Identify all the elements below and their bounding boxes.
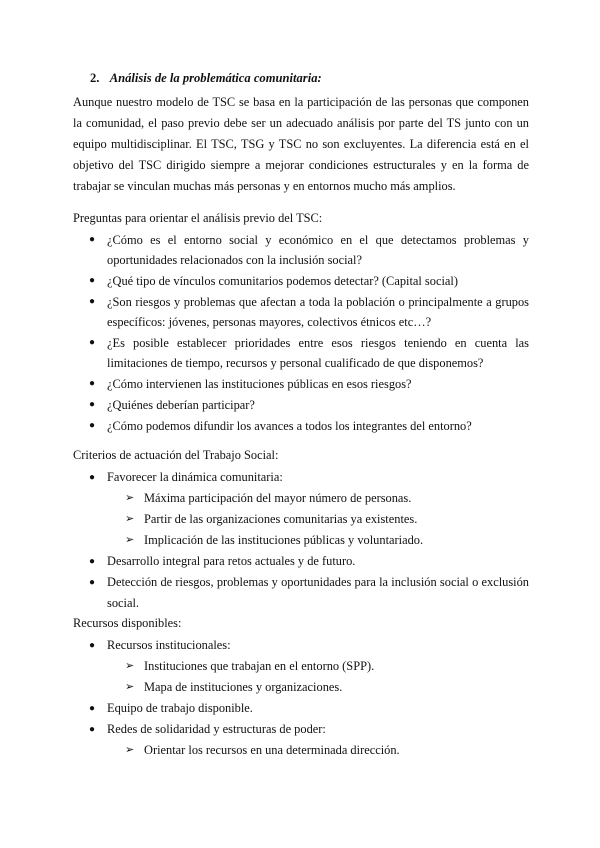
resources-label: Recursos disponibles: [73, 616, 182, 630]
arrow-bullet-icon: ➢ [125, 513, 135, 525]
bullet-icon: ● [89, 640, 96, 651]
bullet-icon: ● [89, 378, 96, 389]
intro-paragraph: Aunque nuestro modelo de TSC se basa en la participación de las personas que componen la comunidad, el paso previo debe ser un adecuado análisis por parte del TS junto con un equipo multidisciplinar. El TSC, TSG y TSC no son excluyentes. La diferencia está en el objetivo del TSC dirigido siempre a mejorar condiciones estructurales y en la forma de trabajar se vinculan muchas más personas y en entornos mucho más amplios. [73, 95, 529, 193]
list-item: ● ¿Cómo intervienen las instituciones públicas en esos riesgos? [73, 374, 529, 394]
arrow-bullet-icon: ➢ [125, 492, 135, 504]
list-item: ● Recursos institucionales: [73, 635, 529, 656]
questions-label: Preguntas para orientar el análisis previo del TSC: [73, 211, 323, 225]
bullet-icon: ● [89, 556, 96, 567]
sub-list-item: ➢ Mapa de instituciones y organizaciones. [73, 677, 529, 698]
arrow-bullet-icon: ➢ [125, 534, 135, 546]
bullet-icon: ● [89, 234, 96, 245]
bullet-icon: ● [89, 275, 96, 286]
questions-list [73, 230, 529, 436]
bullet-icon: ● [89, 420, 96, 431]
section-title: Análisis de la problemática comunitaria: [109, 71, 322, 85]
list-item: ● ¿Cómo es el entorno social y económico en el que detectamos problemas y oportunidades relacionados con la inclusión social? [73, 230, 529, 270]
criteria-list [73, 467, 529, 614]
sub-list-item: ➢ Partir de las organizaciones comunitarias ya existentes. [73, 509, 529, 530]
sub-list-item: ➢ Máxima participación del mayor número de personas. [73, 488, 529, 509]
section-number: 2. [90, 71, 100, 85]
list-item: ● Equipo de trabajo disponible. [73, 698, 529, 719]
bullet-icon: ● [89, 577, 96, 588]
section-heading [90, 70, 529, 87]
list-item: ● Desarrollo integral para retos actuales y de futuro. [73, 551, 529, 572]
list-item: ● Favorecer la dinámica comunitaria: [73, 467, 529, 488]
bullet-icon: ● [89, 472, 96, 483]
arrow-bullet-icon: ➢ [125, 660, 135, 672]
criteria-label: Criterios de actuación del Trabajo Social: [73, 448, 279, 462]
sub-list-item: ➢ Orientar los recursos en una determinada dirección. [73, 740, 529, 761]
list-item: ● Detección de riesgos, problemas y oportunidades para la inclusión social o exclusión social. [73, 572, 529, 614]
list-item: ● ¿Qué tipo de vínculos comunitarios podemos detectar? (Capital social) [73, 271, 529, 291]
sub-list-item: ➢ Instituciones que trabajan en el entorno (SPP). [73, 656, 529, 677]
bullet-icon: ● [89, 296, 96, 307]
list-item: ● ¿Son riesgos y problemas que afectan a toda la población o principalmente a grupos específicos: jóvenes, personas mayores, colectivos étnicos etc…? [73, 292, 529, 332]
document-page [73, 70, 529, 761]
bullet-icon: ● [89, 724, 96, 735]
bullet-icon: ● [89, 703, 96, 714]
resources-list [73, 635, 529, 761]
sub-list-item: ➢ Implicación de las instituciones públicas y voluntariado. [73, 530, 529, 551]
list-item: ● ¿Es posible establecer prioridades entre esos riesgos teniendo en cuenta las limitaciones de tiempo, recursos y personal cualificado de que disponemos? [73, 333, 529, 373]
list-item: ● Redes de solidaridad y estructuras de poder: [73, 719, 529, 740]
arrow-bullet-icon: ➢ [125, 744, 135, 756]
arrow-bullet-icon: ➢ [125, 681, 135, 693]
list-item: ● ¿Quiénes deberían participar? [73, 395, 529, 415]
list-item: ● ¿Cómo podemos difundir los avances a todos los integrantes del entorno? [73, 416, 529, 436]
bullet-icon: ● [89, 399, 96, 410]
bullet-icon: ● [89, 337, 96, 348]
